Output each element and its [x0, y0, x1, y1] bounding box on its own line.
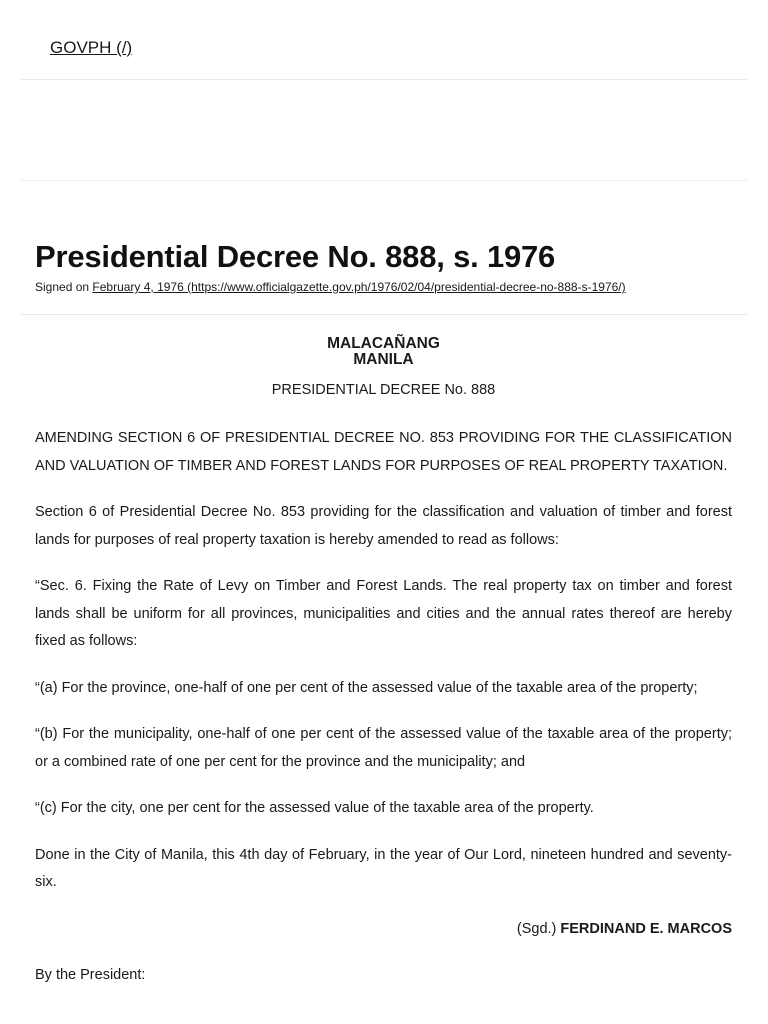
govph-home-link[interactable]: GOVPH (/): [50, 38, 133, 57]
paragraph-a: “(a) For the province, one-half of one per cent of the assessed value of the taxable area of the property;: [35, 679, 698, 696]
signed-date-link[interactable]: February 4, 1976 (https://www.officialgazette.gov.ph/1976/02/04/presidential-decree-no-888-s-1976/): [92, 280, 626, 294]
decree-number: PRESIDENTIAL DECREE No. 888: [271, 382, 496, 398]
top-navigation: [21, 0, 747, 80]
paragraph-c: “(c) For the city, one per cent for the assessed value of the taxable area of the property.: [35, 800, 594, 816]
signed-prefix: Signed on: [35, 280, 93, 294]
heading-manila: MANILA: [353, 351, 414, 368]
signature-line: [35, 916, 732, 944]
signature-prefix: (Sgd.): [516, 920, 561, 937]
paragraph-amend: AMENDING SECTION 6 OF PRESIDENTIAL DECREE NO. 853 PROVIDING FOR THE CLASSIFICATION AND VALUATION OF TIMBER AND FOREST LANDS FOR PURPOSES OF REAL PROPERTY TAXATION.: [35, 430, 732, 474]
paragraph-done: Done in the City of Manila, this 4th day of February, in the year of Our Lord, nineteen hundred and seventy-six.: [35, 846, 732, 890]
paragraph-b: “(b) For the municipality, one-half of one per cent of the assessed value of the taxable area of the property; or a combined rate of one per cent for the province and the municipality; and: [35, 726, 732, 770]
banner-area: [21, 80, 747, 181]
signature-name: FERDINAND E. MARCOS: [560, 920, 732, 937]
document-heading: [35, 336, 732, 368]
paragraph-section: Section 6 of Presidential Decree No. 853 providing for the classification and valuation of timber and forest lands for purposes of real property taxation is hereby amended to read as follows:: [35, 504, 732, 548]
paragraph-levy: “Sec. 6. Fixing the Rate of Levy on Timber and Forest Lands. The real property tax on timber and forest lands shall be uniform for all provinces, municipalities and cities and the annual rates thereof are hereby fixed as follows:: [35, 578, 732, 649]
heading-malacanang: MALACAÑANG: [327, 335, 440, 352]
signed-date: [35, 280, 626, 294]
title-block: [21, 181, 747, 315]
document-body: [35, 336, 732, 990]
by-the-president: By the President:: [35, 967, 146, 983]
page-title: Presidential Decree No. 888, s. 1976: [35, 239, 556, 274]
